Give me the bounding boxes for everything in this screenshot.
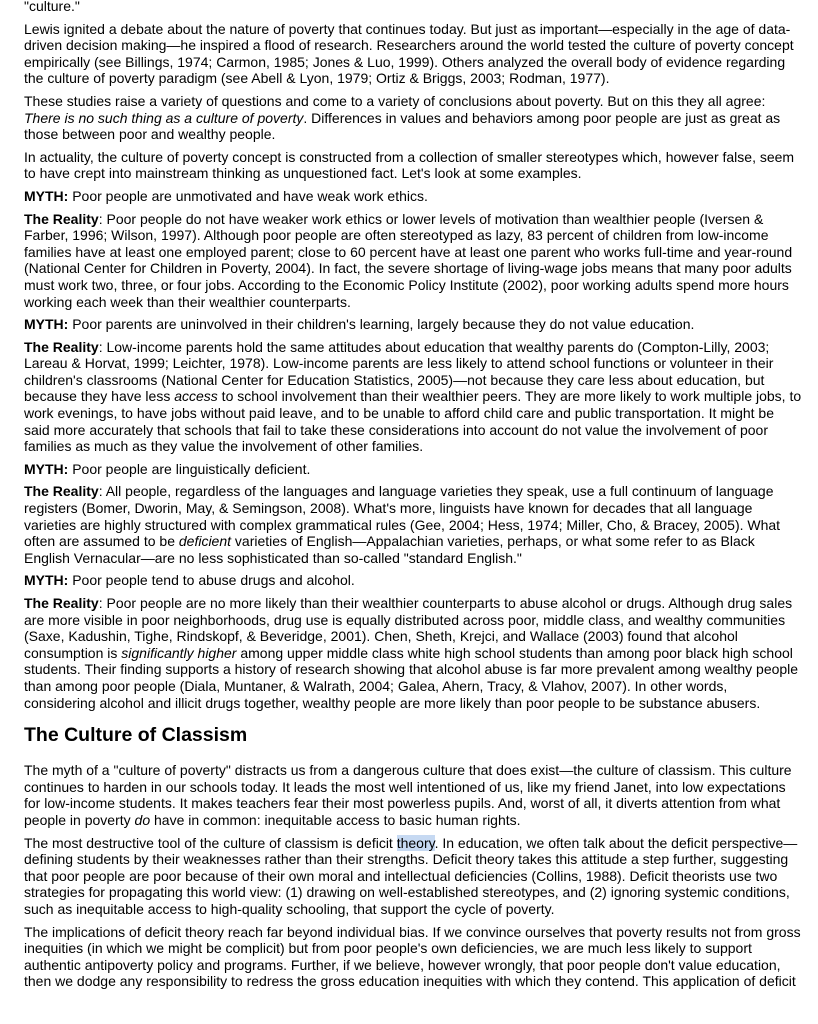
emphasis-text: access	[174, 388, 218, 405]
myth-label: MYTH:	[24, 187, 69, 204]
text-run: . Differences in values and behaviors among poor people are just as great as those between poor and wealthy people.	[24, 109, 781, 143]
reality-paragraph	[24, 595, 802, 711]
paragraph-lewis-debate: Lewis ignited a debate about the nature of poverty that continues today. But just as important—especially in the age of data-driven decision making—he inspired a flood of research. Researchers around the world tested the culture of poverty concept empirically (see Billings, 1974; Carmon, 1985; Jones & Luo, 1999). Others analyzed the overall body of evidence regarding the culture of poverty paradigm (see Abell & Lyon, 1979; Ortiz & Briggs, 2003; Rodman, 1977).	[24, 20, 794, 87]
section-heading: The Culture of Classism	[24, 724, 248, 747]
emphasis-text: There is no such thing as a culture of poverty	[24, 109, 304, 126]
myth-label: MYTH:	[24, 460, 69, 477]
myth-label: MYTH:	[24, 316, 69, 333]
text-run: The myth of a "culture of poverty" distracts us from a dangerous culture that does exist—the culture of classism. This culture continues to harden in our schools today. It leads the most well intentioned of us, like my friend Janet, into low expectations for low-income students. It makes teachers fear their most powerless pupils. And, worst of all, it diverts attention from what people in poverty	[24, 762, 792, 828]
paragraph-stereotypes-intro: In actuality, the culture of poverty concept is constructed from a collection of smaller stereotypes which, however false, seem to have crept into mainstream thinking as unquestioned fact. Let's look at some examples.	[24, 148, 795, 182]
myth-label: MYTH:	[24, 572, 69, 589]
reality-label: The Reality	[24, 210, 99, 227]
paragraph-fragment: "culture."	[24, 0, 80, 14]
emphasis-text: deficient	[178, 533, 232, 550]
reality-text: : Poor people do not have weaker work ethics or lower levels of motivation than wealthier people (Iversen & Farber, 1996; Wilson, 1997). Although poor people are often stereotyped as lazy, 83 percent of children from low-income families have at least one employed parent; close to 60 percent have at least one parent who works full-time and year-round (National Center for Children in Poverty, 2004). In fact, the severe shortage of living-wage jobs means that many poor adults must work two, three, or four jobs. According to the Economic Policy Institute (2002), poor working adults spend more hours working each week than their wealthier counterparts.	[24, 210, 793, 310]
reality-paragraph	[24, 211, 802, 311]
reality-text: : Poor people are no more likely than their wealthier counterparts to abuse alcohol or drugs. Although drug sales are more visible in poor neighborhoods, drug use is equally distributed across poor, middle class, and wealthy communities (Saxe, Kadushin, Tighe, Rindskopf, & Beveridge, 2001). Chen, Sheth, Krejci, and Wallace (2003) found that alcohol consumption is	[24, 595, 793, 661]
myth-statement	[24, 316, 802, 333]
reality-text: : All people, regardless of the languages and language varieties they speak, use a full continuum of language registers (Bomer, Dworin, May, & Semingson, 2008). What's more, linguists have known for decades that all language varieties are highly structured with complex grammatical rules (Gee, 2004; Hess, 1974; Miller, Cho, & Bracey, 2005). What often are assumed to be	[24, 483, 781, 550]
myth-text: Poor people are linguistically deficient.	[68, 460, 311, 477]
emphasis-text: significantly higher	[121, 644, 237, 661]
reality-text: : Low-income parents hold the same attitudes about education that wealthy parents do (Compton-Lilly, 2003; Lareau & Horvat, 1999; Leichter, 1978). Low-income parents are less likely to attend school functions or volunteer in their children's classrooms (National Center for Education Statistics, 2005)—not because they care less about education, but because they have less	[24, 338, 774, 405]
text-run: . In education, we often talk about the deficit perspective—defining students by their weaknesses rather than their strengths. Deficit theory takes this attitude a step further, suggesting that poor people are poor because of their own moral and intellectual deficiencies (Collins, 1988). Deficit theorists use two strategies for propagating this world view: (1) drawing on well-established stereotypes, and (2) ignoring systemic conditions, such as inequitable access to high-quality schooling, that support the cycle of poverty.	[24, 834, 798, 917]
myth-statement	[24, 188, 802, 205]
selected-text-highlight[interactable]: theory	[396, 834, 435, 851]
paragraph-studies-agree	[24, 93, 802, 143]
reality-paragraph	[24, 483, 802, 566]
emphasis-text: do	[134, 811, 151, 828]
paragraph-culture-of-classism	[24, 762, 802, 828]
reality-label: The Reality	[24, 595, 99, 611]
myth-text: Poor people tend to abuse drugs and alcohol.	[68, 572, 355, 589]
reality-paragraph	[24, 339, 802, 455]
myth-text: Poor people are unmotivated and have weak work ethics.	[68, 187, 428, 204]
reality-text: to school involvement than their wealthier peers. They are more likely to work multiple jobs, to work evenings, to have jobs without paid leave, and to be unable to afford child care and public transportation. It might be said more accurately that schools that fail to take these considerations into account do not value the involvement of poor families as much as they value the involvement of other families.	[24, 388, 802, 455]
myth-text: Poor parents are uninvolved in their children's learning, largely because they do not value education.	[68, 316, 695, 333]
text-run: These studies raise a variety of questions and come to a variety of conclusions about poverty. But on this they all agree:	[24, 92, 766, 109]
paragraph-deficit-theory	[24, 835, 802, 918]
myth-statement	[24, 572, 802, 589]
reality-label: The Reality	[24, 483, 99, 500]
paragraph-implications: The implications of deficit theory reach far beyond individual bias. If we convince ourselves that poverty results not from gross inequities (in which we might be complicit) but from poor people's own deficiencies, we are much less likely to support authentic antipoverty policy and programs. Further, if we believe, however wrongly, that poor people don't value education, then we dodge any responsibility to redress the gross education inequities with which they contend. This application of deficit	[24, 923, 801, 990]
reality-text: among upper middle class white high school students than among poor black high school students. Their finding supports a history of research showing that alcohol abuse is far more prevalent among wealthy people than among poor people (Diala, Muntaner, & Walrath, 2004; Galea, Ahern, Tracy, & Vlahov, 2007). In other words, considering alcohol and illicit drugs together, wealthy people are more likely than poor people to be substance abusers.	[24, 644, 799, 711]
reality-text: varieties of English—Appalachian varieties, perhaps, or what some refer to as Black English Vernacular—are no less sophisticated than so-called "standard English."	[24, 533, 755, 566]
text-run: have in common: inequitable access to basic human rights.	[150, 811, 521, 828]
myth-statement	[24, 461, 802, 478]
text-run: The most destructive tool of the culture of classism is deficit	[24, 834, 397, 851]
reality-label: The Reality	[24, 338, 99, 355]
